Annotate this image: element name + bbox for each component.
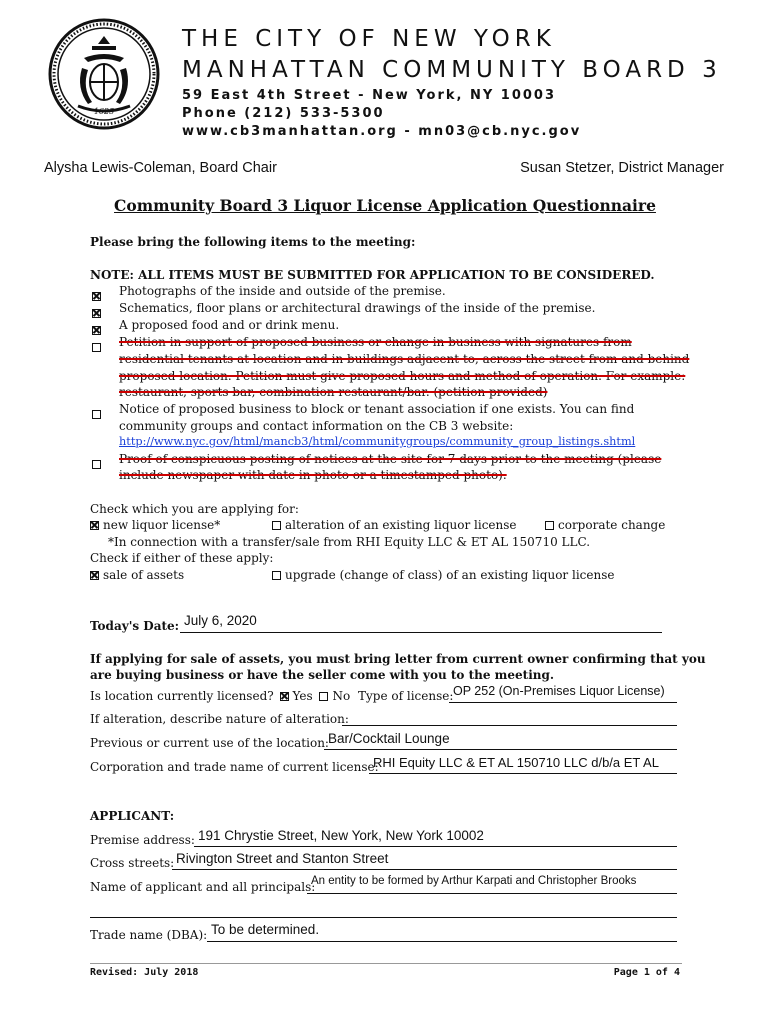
sale-note-1: If applying for sale of assets, you must bring letter from current owner confirming that you bbox=[90, 652, 706, 666]
principals-field[interactable]: An entity to be formed by Arthur Karpati and Christopher Brooks bbox=[311, 875, 637, 887]
web-email: www.cb3manhattan.org - mn03@cb.nyc.gov bbox=[182, 124, 582, 139]
cross-field[interactable]: Rivington Street and Stanton Street bbox=[176, 851, 389, 866]
item-petition-4: restaurant, sports bar, combination restaurant/bar. (petition provided) bbox=[119, 385, 548, 399]
option-alteration[interactable] bbox=[272, 517, 517, 533]
premise-field[interactable]: 191 Chrystie Street, New York, New York 10002 bbox=[198, 828, 484, 843]
footer-divider bbox=[90, 963, 682, 964]
prev-use-field[interactable]: Bar/Cocktail Lounge bbox=[328, 731, 450, 746]
license-type-line bbox=[449, 702, 677, 703]
community-groups-link[interactable]: http://www.nyc.gov/html/mancb3/html/communitygroups/community_group_listings.shtml bbox=[119, 435, 636, 448]
cross-line bbox=[172, 869, 677, 870]
org-name: THE CITY OF NEW YORK bbox=[182, 26, 556, 52]
premise-label: Premise address: bbox=[90, 833, 195, 847]
corp-field[interactable]: RHI Equity LLC & ET AL 150710 LLC d/b/a ET AL bbox=[373, 755, 659, 770]
option-alteration-label: alteration of an existing liquor license bbox=[285, 518, 517, 532]
revised-date: Revised: July 2018 bbox=[90, 967, 199, 978]
option-upgrade[interactable] bbox=[272, 567, 614, 583]
checkbox-new-license[interactable] bbox=[90, 521, 99, 530]
item-petition-1: Petition in support of proposed business or change in business with signatures from bbox=[119, 335, 632, 349]
option-corporate-change-label: corporate change bbox=[558, 518, 666, 532]
option-new-license-label: new liquor license* bbox=[103, 518, 221, 532]
licensed-question bbox=[90, 688, 350, 704]
dba-line bbox=[207, 941, 677, 942]
sale-note-2: are buying business or have the seller come with you to the meeting. bbox=[90, 668, 555, 682]
item-menu: A proposed food and or drink menu. bbox=[119, 318, 340, 332]
date-label: Today's Date: bbox=[90, 619, 180, 633]
address: 59 East 4th Street - New York, NY 10003 bbox=[182, 88, 557, 103]
item-posting-1: Proof of conspicuous posting of notices at the site for 7 days prior to the meeting (please bbox=[119, 452, 662, 466]
premise-line bbox=[194, 846, 677, 847]
bring-heading: Please bring the following items to the meeting: bbox=[90, 235, 416, 249]
option-sale-label: sale of assets bbox=[103, 568, 185, 582]
alteration-label: If alteration, describe nature of alteration: bbox=[90, 712, 349, 726]
alteration-field[interactable] bbox=[342, 725, 677, 726]
phone: Phone (212) 533-5300 bbox=[182, 106, 385, 121]
either-heading: Check if either of these apply: bbox=[90, 551, 274, 565]
board-chair: Alysha Lewis-Coleman, Board Chair bbox=[44, 160, 277, 176]
item-photos: Photographs of the inside and outside of the premise. bbox=[119, 284, 446, 298]
district-manager: Susan Stetzer, District Manager bbox=[520, 160, 724, 176]
item-notice-2: community groups and contact information on the CB 3 website: bbox=[119, 419, 514, 433]
page-title: Community Board 3 Liquor License Application Questionnaire bbox=[114, 196, 656, 215]
checkbox-no[interactable] bbox=[319, 692, 328, 701]
item-petition-3: proposed location. Petition must give proposed hours and method of operation. For example: bbox=[119, 369, 686, 383]
note: NOTE: ALL ITEMS MUST BE SUBMITTED FOR APPLICATION TO BE CONSIDERED. bbox=[90, 268, 655, 282]
prev-use-label: Previous or current use of the location: bbox=[90, 736, 329, 750]
checkbox-yes[interactable] bbox=[280, 692, 289, 701]
checkbox-petition[interactable] bbox=[92, 337, 105, 356]
applicant-heading: APPLICANT: bbox=[90, 809, 175, 823]
principals-line bbox=[307, 893, 677, 894]
licensed-label: Is location currently licensed? bbox=[90, 689, 274, 703]
page-number: Page 1 of 4 bbox=[613, 967, 680, 978]
yes-label: Yes bbox=[292, 689, 313, 703]
license-type-label: Type of license: bbox=[358, 689, 454, 703]
item-notice-1: Notice of proposed business to block or tenant association if one exists. You can find bbox=[119, 402, 635, 416]
checkbox-notice[interactable] bbox=[92, 404, 105, 423]
board-name: MANHATTAN COMMUNITY BOARD 3 bbox=[182, 57, 722, 83]
dba-label: Trade name (DBA): bbox=[90, 928, 208, 942]
option-sale-of-assets[interactable] bbox=[90, 567, 184, 583]
option-corporate-change[interactable] bbox=[545, 517, 665, 533]
option-new-license[interactable] bbox=[90, 517, 220, 533]
item-petition-2: residential tenants at location and in buildings adjacent to, across the street from and behind bbox=[119, 352, 690, 366]
checkbox-alteration[interactable] bbox=[272, 521, 281, 530]
item-schematics: Schematics, floor plans or architectural drawings of the inside of the premise. bbox=[119, 301, 596, 315]
cross-label: Cross streets: bbox=[90, 856, 175, 870]
principals-label: Name of applicant and all principals: bbox=[90, 880, 316, 894]
license-type-field[interactable]: OP 252 (On-Premises Liquor License) bbox=[453, 684, 665, 698]
transfer-footnote: *In connection with a transfer/sale from RHI Equity LLC & ET AL 150710 LLC. bbox=[108, 535, 591, 549]
checkbox-corporate-change[interactable] bbox=[545, 521, 554, 530]
dba-field[interactable]: To be determined. bbox=[211, 922, 320, 937]
corp-label: Corporation and trade name of current license: bbox=[90, 760, 379, 774]
option-upgrade-label: upgrade (change of class) of an existing liquor license bbox=[285, 568, 615, 582]
corp-line bbox=[369, 773, 677, 774]
prev-use-line bbox=[324, 749, 677, 750]
checkbox-sale-of-assets[interactable] bbox=[90, 571, 99, 580]
date-field[interactable]: July 6, 2020 bbox=[184, 613, 257, 628]
checkbox-posting[interactable] bbox=[92, 454, 105, 473]
seal-year: 1625 bbox=[93, 107, 115, 116]
checkbox-upgrade[interactable] bbox=[272, 571, 281, 580]
date-line bbox=[180, 632, 662, 633]
principals-line-2[interactable] bbox=[90, 917, 677, 918]
applying-heading: Check which you are applying for: bbox=[90, 502, 299, 516]
item-posting-2: include newspaper with date in photo or a timestamped photo). bbox=[119, 468, 507, 482]
no-label: No bbox=[332, 689, 351, 703]
nyc-seal-logo bbox=[48, 18, 160, 130]
